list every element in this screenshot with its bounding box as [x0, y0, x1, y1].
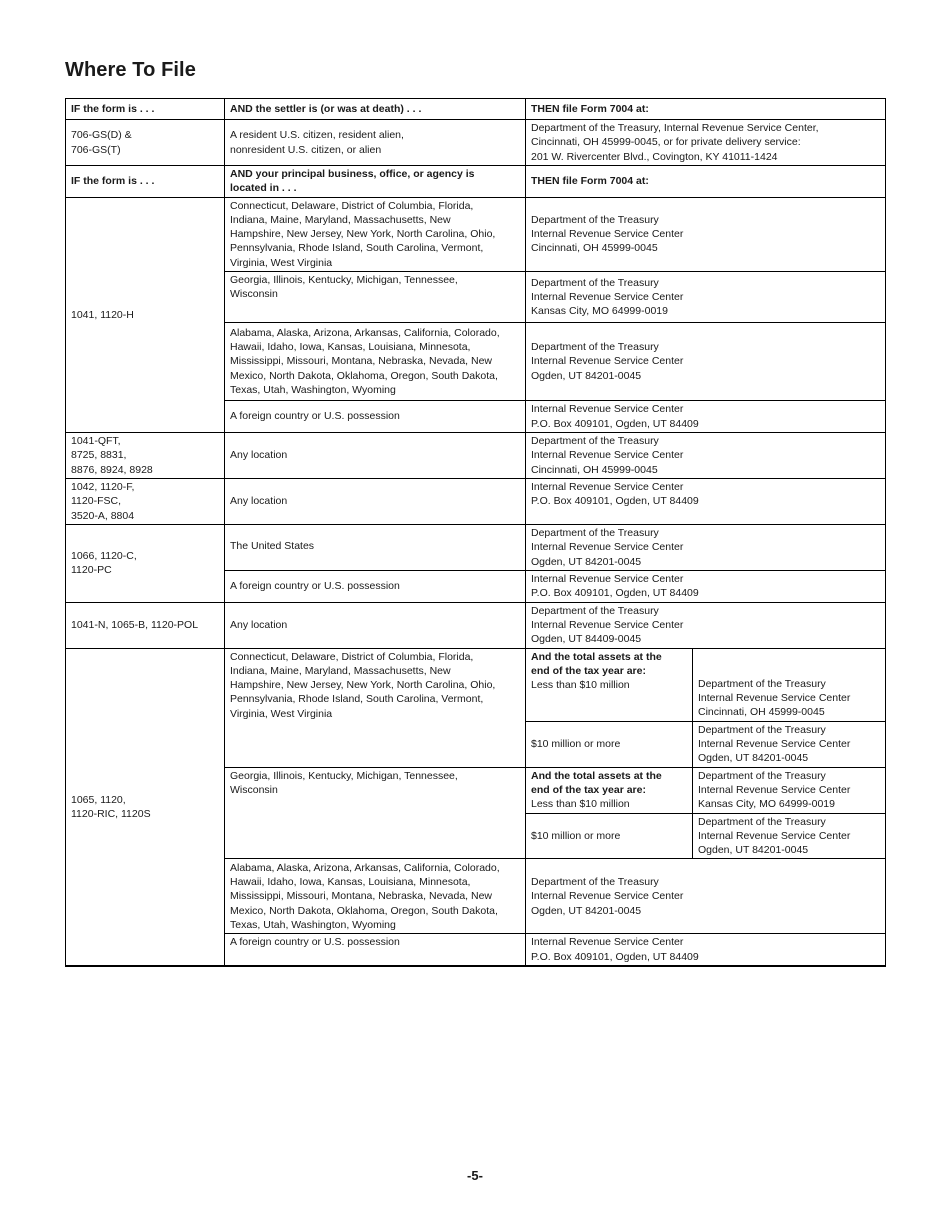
address-cell: Internal Revenue Service Center P.O. Box 409101, Ogden, UT 84409 [526, 934, 886, 966]
location-cell: Any location [225, 433, 526, 479]
where-to-file-table [65, 98, 886, 967]
table-row [66, 648, 886, 721]
location-cell: A foreign country or U.S. possession [225, 934, 526, 966]
table-row [66, 478, 886, 524]
address-cell: Department of the Treasury Internal Revenue Service Center Cincinnati, OH 45999-0045 [526, 433, 886, 479]
assets-cell: And the total assets at the end of the tax year are: Less than $10 million [526, 648, 693, 721]
assets-cell: $10 million or more [526, 813, 693, 859]
assets-cell: And the total assets at the end of the tax year are: Less than $10 million [526, 767, 693, 813]
form-cell: 1041-QFT, 8725, 8831, 8876, 8924, 8928 [66, 433, 225, 479]
table-header-row [66, 166, 886, 198]
form-cell: 1065, 1120, 1120-RIC, 1120S [66, 648, 225, 966]
location-cell: Georgia, Illinois, Kentucky, Michigan, Tennessee, Wisconsin [225, 272, 526, 323]
address-cell: Department of the Treasury, Internal Revenue Service Center, Cincinnati, OH 45999-0045, or for private delivery service: 201 W. Rivercenter Blvd., Covington, KY 41011-1424 [526, 120, 886, 166]
form-cell: 1041-N, 1065-B, 1120-POL [66, 602, 225, 648]
address-cell: Department of the Treasury Internal Revenue Service Center Ogden, UT 84201-0045 [693, 813, 886, 859]
location-cell: A foreign country or U.S. possession [225, 570, 526, 602]
header-then: THEN file Form 7004 at: [526, 99, 886, 120]
header-form: IF the form is . . . [66, 99, 225, 120]
location-cell: The United States [225, 524, 526, 570]
table-row [66, 197, 886, 271]
table-row [66, 433, 886, 479]
assets-cell: $10 million or more [526, 721, 693, 767]
address-cell: Department of the Treasury Internal Revenue Service Center Ogden, UT 84201-0045 [526, 859, 886, 934]
page-number: -5- [467, 1168, 483, 1183]
form-cell: 706-GS(D) & 706-GS(T) [66, 120, 225, 166]
address-cell: Internal Revenue Service Center P.O. Box 409101, Ogden, UT 84409 [526, 570, 886, 602]
header-location: AND your principal business, office, or agency is located in . . . [225, 166, 526, 198]
location-cell: A foreign country or U.S. possession [225, 401, 526, 433]
table-row [66, 602, 886, 648]
location-cell: Connecticut, Delaware, District of Columbia, Florida, Indiana, Maine, Maryland, Massachusetts, New Hampshire, New Jersey, New York, North Carolina, Ohio, Pennsylvania, Rhode Island, South Carolina, Vermont, Virginia, West Virginia [225, 648, 526, 767]
form-cell: 1042, 1120-F, 1120-FSC, 3520-A, 8804 [66, 478, 225, 524]
header-settler: AND the settler is (or was at death) . . . [225, 99, 526, 120]
address-cell: Internal Revenue Service Center P.O. Box 409101, Ogden, UT 84409 [526, 478, 886, 524]
location-cell: Georgia, Illinois, Kentucky, Michigan, Tennessee, Wisconsin [225, 767, 526, 859]
location-cell: Any location [225, 478, 526, 524]
form-cell: 1066, 1120-C, 1120-PC [66, 524, 225, 602]
settler-cell: A resident U.S. citizen, resident alien, nonresident U.S. citizen, or alien [225, 120, 526, 166]
location-cell: Any location [225, 602, 526, 648]
form-cell: 1041, 1120-H [66, 197, 225, 432]
address-cell: Department of the Treasury Internal Revenue Service Center Cincinnati, OH 45999-0045 [693, 648, 886, 721]
address-cell: Department of the Treasury Internal Revenue Service Center Ogden, UT 84201-0045 [526, 524, 886, 570]
address-cell: Department of the Treasury Internal Revenue Service Center Kansas City, MO 64999-0019 [526, 272, 886, 323]
address-cell: Department of the Treasury Internal Revenue Service Center Ogden, UT 84201-0045 [693, 721, 886, 767]
header-then: THEN file Form 7004 at: [526, 166, 886, 198]
location-cell: Alabama, Alaska, Arizona, Arkansas, California, Colorado, Hawaii, Idaho, Iowa, Kansas, Louisiana, Minnesota, Mississippi, Missouri, Montana, Nebraska, Nevada, New Mexico, North Dakota, Oklahoma, Oregon, South Dakota, Texas, Utah, Washington, Wyoming [225, 323, 526, 401]
table-header-row [66, 99, 886, 120]
address-cell: Department of the Treasury Internal Revenue Service Center Ogden, UT 84409-0045 [526, 602, 886, 648]
location-cell: Connecticut, Delaware, District of Columbia, Florida, Indiana, Maine, Maryland, Massachusetts, New Hampshire, New Jersey, New York, North Carolina, Ohio, Pennsylvania, Rhode Island, South Carolina, Vermont, Virginia, West Virginia [225, 197, 526, 271]
header-form: IF the form is . . . [66, 166, 225, 198]
address-cell: Department of the Treasury Internal Revenue Service Center Kansas City, MO 64999-0019 [693, 767, 886, 813]
address-cell: Department of the Treasury Internal Revenue Service Center Ogden, UT 84201-0045 [526, 323, 886, 401]
page-title: Where To File [65, 59, 196, 81]
address-cell: Internal Revenue Service Center P.O. Box 409101, Ogden, UT 84409 [526, 401, 886, 433]
table-row [66, 524, 886, 570]
table-row [66, 120, 886, 166]
location-cell: Alabama, Alaska, Arizona, Arkansas, California, Colorado, Hawaii, Idaho, Iowa, Kansas, Louisiana, Minnesota, Mississippi, Missouri, Montana, Nebraska, Nevada, New Mexico, North Dakota, Oklahoma, Oregon, South Dakota, Texas, Utah, Washington, Wyoming [225, 859, 526, 934]
address-cell: Department of the Treasury Internal Revenue Service Center Cincinnati, OH 45999-0045 [526, 197, 886, 271]
